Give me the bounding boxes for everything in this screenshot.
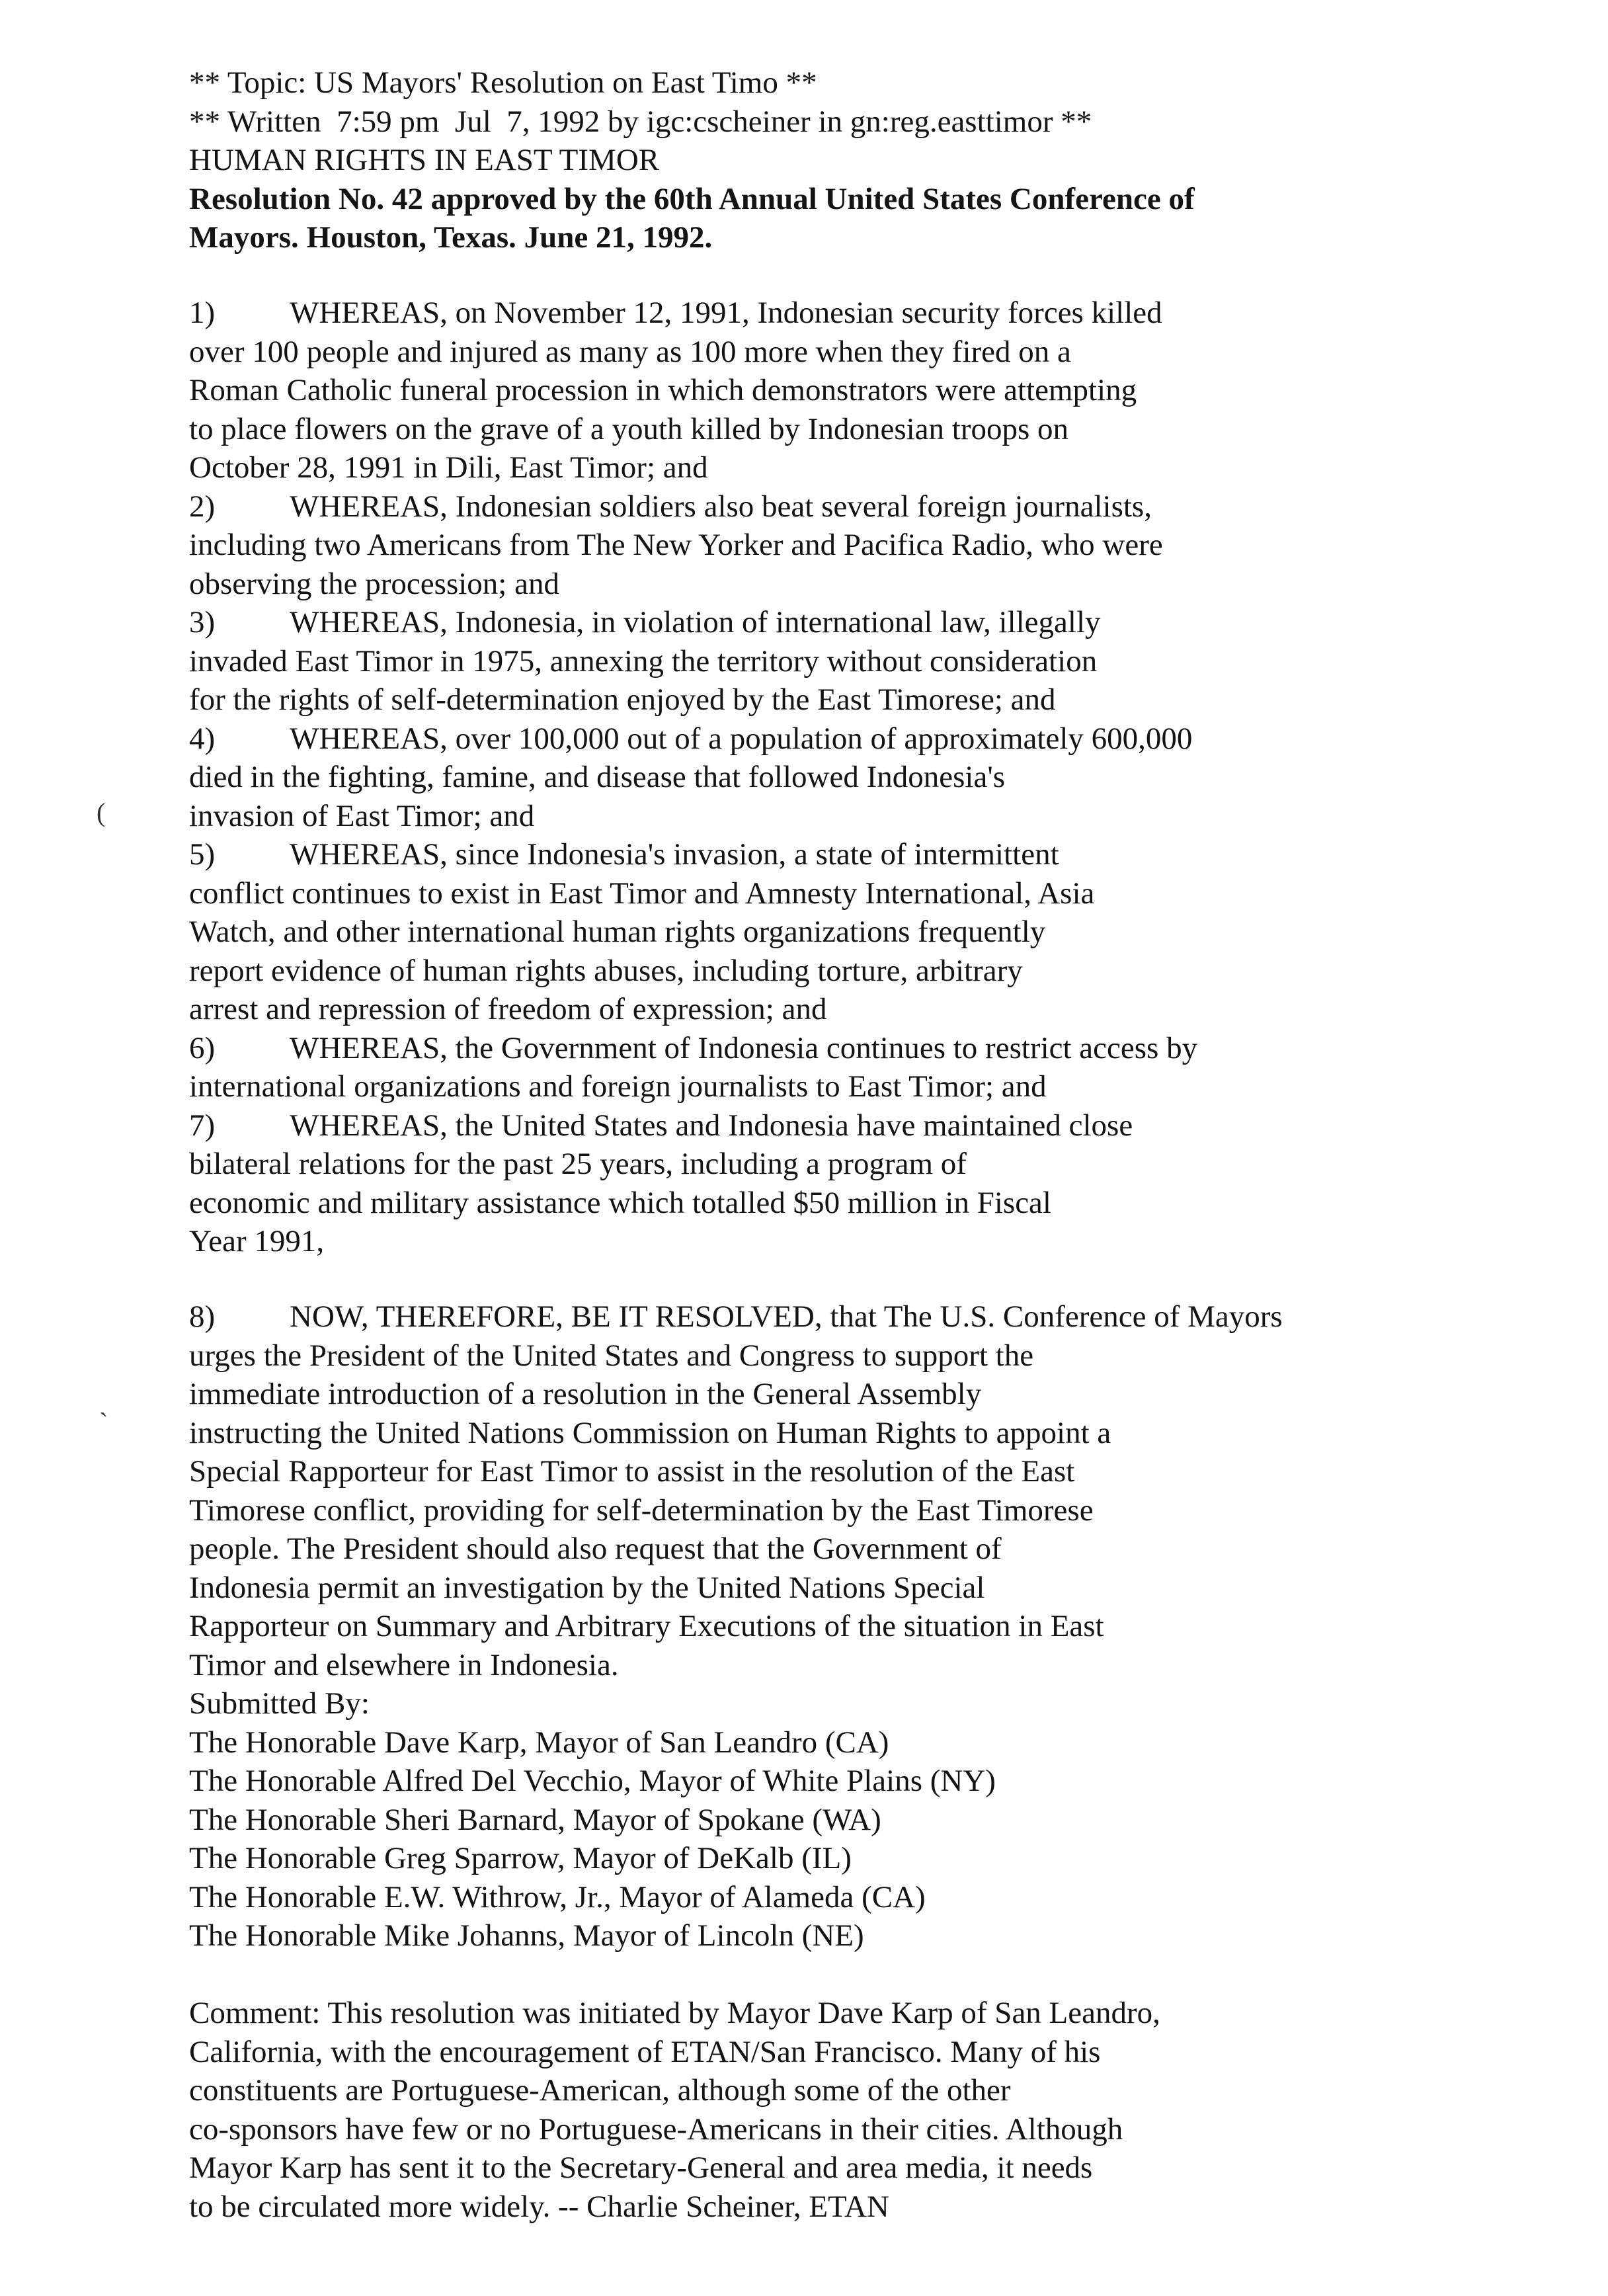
clause-line: Watch, and other international human rights organizations frequently — [189, 915, 1046, 949]
resolved-line: Indonesia permit an investigation by the United Nations Special — [189, 1570, 985, 1605]
clause-number: 1) — [189, 296, 216, 330]
clause-line: conflict continues to exist in East Timor and Amnesty International, Asia — [189, 876, 1095, 911]
resolved-line: Rapporteur on Summary and Arbitrary Executions of the situation in East — [189, 1609, 1104, 1643]
resolved-line: Special Rapporteur for East Timor to assist in the resolution of the East — [189, 1454, 1075, 1489]
clause-number: 8) — [189, 1299, 216, 1334]
clause-line: October 28, 1991 in Dili, East Timor; and — [189, 450, 708, 485]
clause-number: 3) — [189, 605, 216, 639]
resolved-line: urges the President of the United States and Congress to support the — [189, 1338, 1034, 1373]
resolution-heading-line-1: Resolution No. 42 approved by the 60th Annual United States Conference of — [189, 181, 1195, 216]
clause-line: report evidence of human rights abuses, including torture, arbitrary — [189, 953, 1023, 988]
clause-text: WHEREAS, the United States and Indonesia have maintained close — [290, 1108, 1133, 1143]
mayor-entry: The Honorable Alfred Del Vecchio, Mayor of White Plains (NY) — [189, 1764, 996, 1798]
submitted-by-label: Submitted By: — [189, 1686, 370, 1721]
resolved-line: immediate introduction of a resolution in the General Assembly — [189, 1377, 982, 1411]
clause-line: bilateral relations for the past 25 years, including a program of — [189, 1147, 967, 1181]
clause-line — [189, 603, 1538, 642]
clause-line: invasion of East Timor; and — [189, 798, 535, 833]
comment-line: constituents are Portuguese-American, although some of the other — [189, 2073, 1011, 2108]
stray-mark: ` — [99, 1407, 108, 1437]
clause-line: economic and military assistance which totalled $50 million in Fiscal — [189, 1185, 1051, 1220]
mayor-entry: The Honorable E.W. Withrow, Jr., Mayor of Alameda (CA) — [189, 1879, 926, 1914]
clause-number: 6) — [189, 1030, 216, 1065]
clause-line — [189, 719, 1538, 758]
clause-line: died in the fighting, famine, and disease that followed Indonesia's — [189, 760, 1006, 794]
document-title: HUMAN RIGHTS IN EAST TIMOR — [189, 143, 660, 177]
clause-text: WHEREAS, Indonesian soldiers also beat several foreign journalists, — [290, 489, 1152, 524]
clause-text: NOW, THEREFORE, BE IT RESOLVED, that The U.S. Conference of Mayors — [290, 1299, 1283, 1334]
clause-text: WHEREAS, Indonesia, in violation of international law, illegally — [290, 605, 1101, 639]
mayor-entry: The Honorable Mike Johanns, Mayor of Lincoln (NE) — [189, 1918, 864, 1953]
submitted-by-section — [189, 1684, 1538, 1955]
clause-line — [189, 835, 1538, 874]
mayor-entry: The Honorable Sheri Barnard, Mayor of Spokane (WA) — [189, 1802, 881, 1837]
comment-line: to be circulated more widely. -- Charlie Scheiner, ETAN — [189, 2189, 889, 2224]
clause-text: WHEREAS, since Indonesia's invasion, a state of intermittent — [290, 837, 1059, 872]
clause-text: WHEREAS, on November 12, 1991, Indonesian security forces killed — [290, 296, 1162, 330]
resolved-line — [189, 1297, 1538, 1336]
clause-line — [189, 487, 1538, 526]
clause-line: observing the procession; and — [189, 566, 559, 601]
clause-line: Year 1991, — [189, 1224, 325, 1258]
clause-line: international organizations and foreign journalists to East Timor; and — [189, 1069, 1047, 1104]
resolved-line: Timorese conflict, providing for self-determination by the East Timorese — [189, 1493, 1094, 1528]
clause-number: 2) — [189, 489, 216, 524]
clause-line: arrest and repression of freedom of expression; and — [189, 992, 827, 1026]
clause-number: 4) — [189, 721, 216, 756]
mayor-entry: The Honorable Greg Sparrow, Mayor of DeKalb (IL) — [189, 1841, 852, 1875]
topic-line: ** Topic: US Mayors' Resolution on East Timo ** — [189, 65, 817, 100]
clause-line: including two Americans from The New Yorker and Pacifica Radio, who were — [189, 528, 1163, 562]
clause-line: for the rights of self-determination enjoyed by the East Timorese; and — [189, 682, 1056, 717]
document-header — [189, 63, 1538, 257]
clause-number: 5) — [189, 837, 216, 872]
clause-line: Roman Catholic funeral procession in which demonstrators were attempting — [189, 373, 1137, 407]
resolved-line: instructing the United Nations Commission on Human Rights to appoint a — [189, 1415, 1111, 1450]
mayor-entry: The Honorable Dave Karp, Mayor of San Leandro (CA) — [189, 1725, 889, 1760]
comment-line: co-sponsors have few or no Portuguese-Americans in their cities. Although — [189, 2112, 1123, 2147]
clause-line — [189, 294, 1538, 333]
comment-line: Mayor Karp has sent it to the Secretary-General and area media, it needs — [189, 2151, 1093, 2185]
clause-line: to place flowers on the grave of a youth killed by Indonesian troops on — [189, 411, 1069, 446]
clause-line — [189, 1106, 1538, 1145]
whereas-clauses — [189, 294, 1538, 1261]
comment-line: California, with the encouragement of ETAN/San Francisco. Many of his — [189, 2034, 1101, 2069]
clause-text: WHEREAS, over 100,000 out of a population of approximately 600,000 — [290, 721, 1193, 756]
comment-line: Comment: This resolution was initiated by Mayor Dave Karp of San Leandro, — [189, 1996, 1160, 2030]
resolved-clause — [189, 1297, 1538, 1684]
resolved-line: people. The President should also request that the Government of — [189, 1532, 1002, 1566]
clause-line — [189, 1029, 1538, 1068]
stray-mark: ( — [97, 798, 106, 827]
clause-line: over 100 people and injured as many as 100 more when they fired on a — [189, 334, 1071, 369]
clause-number: 7) — [189, 1108, 216, 1143]
written-line: ** Written 7:59 pm Jul 7, 1992 by igc:cscheiner in gn:reg.easttimor ** — [189, 104, 1092, 139]
clause-text: WHEREAS, the Government of Indonesia continues to restrict access by — [290, 1030, 1198, 1065]
resolved-line: Timor and elsewhere in Indonesia. — [189, 1647, 619, 1682]
clause-line: invaded East Timor in 1975, annexing the territory without consideration — [189, 643, 1098, 678]
comment-section — [189, 1994, 1538, 2226]
resolution-heading-line-2: Mayors. Houston, Texas. June 21, 1992. — [189, 220, 713, 255]
